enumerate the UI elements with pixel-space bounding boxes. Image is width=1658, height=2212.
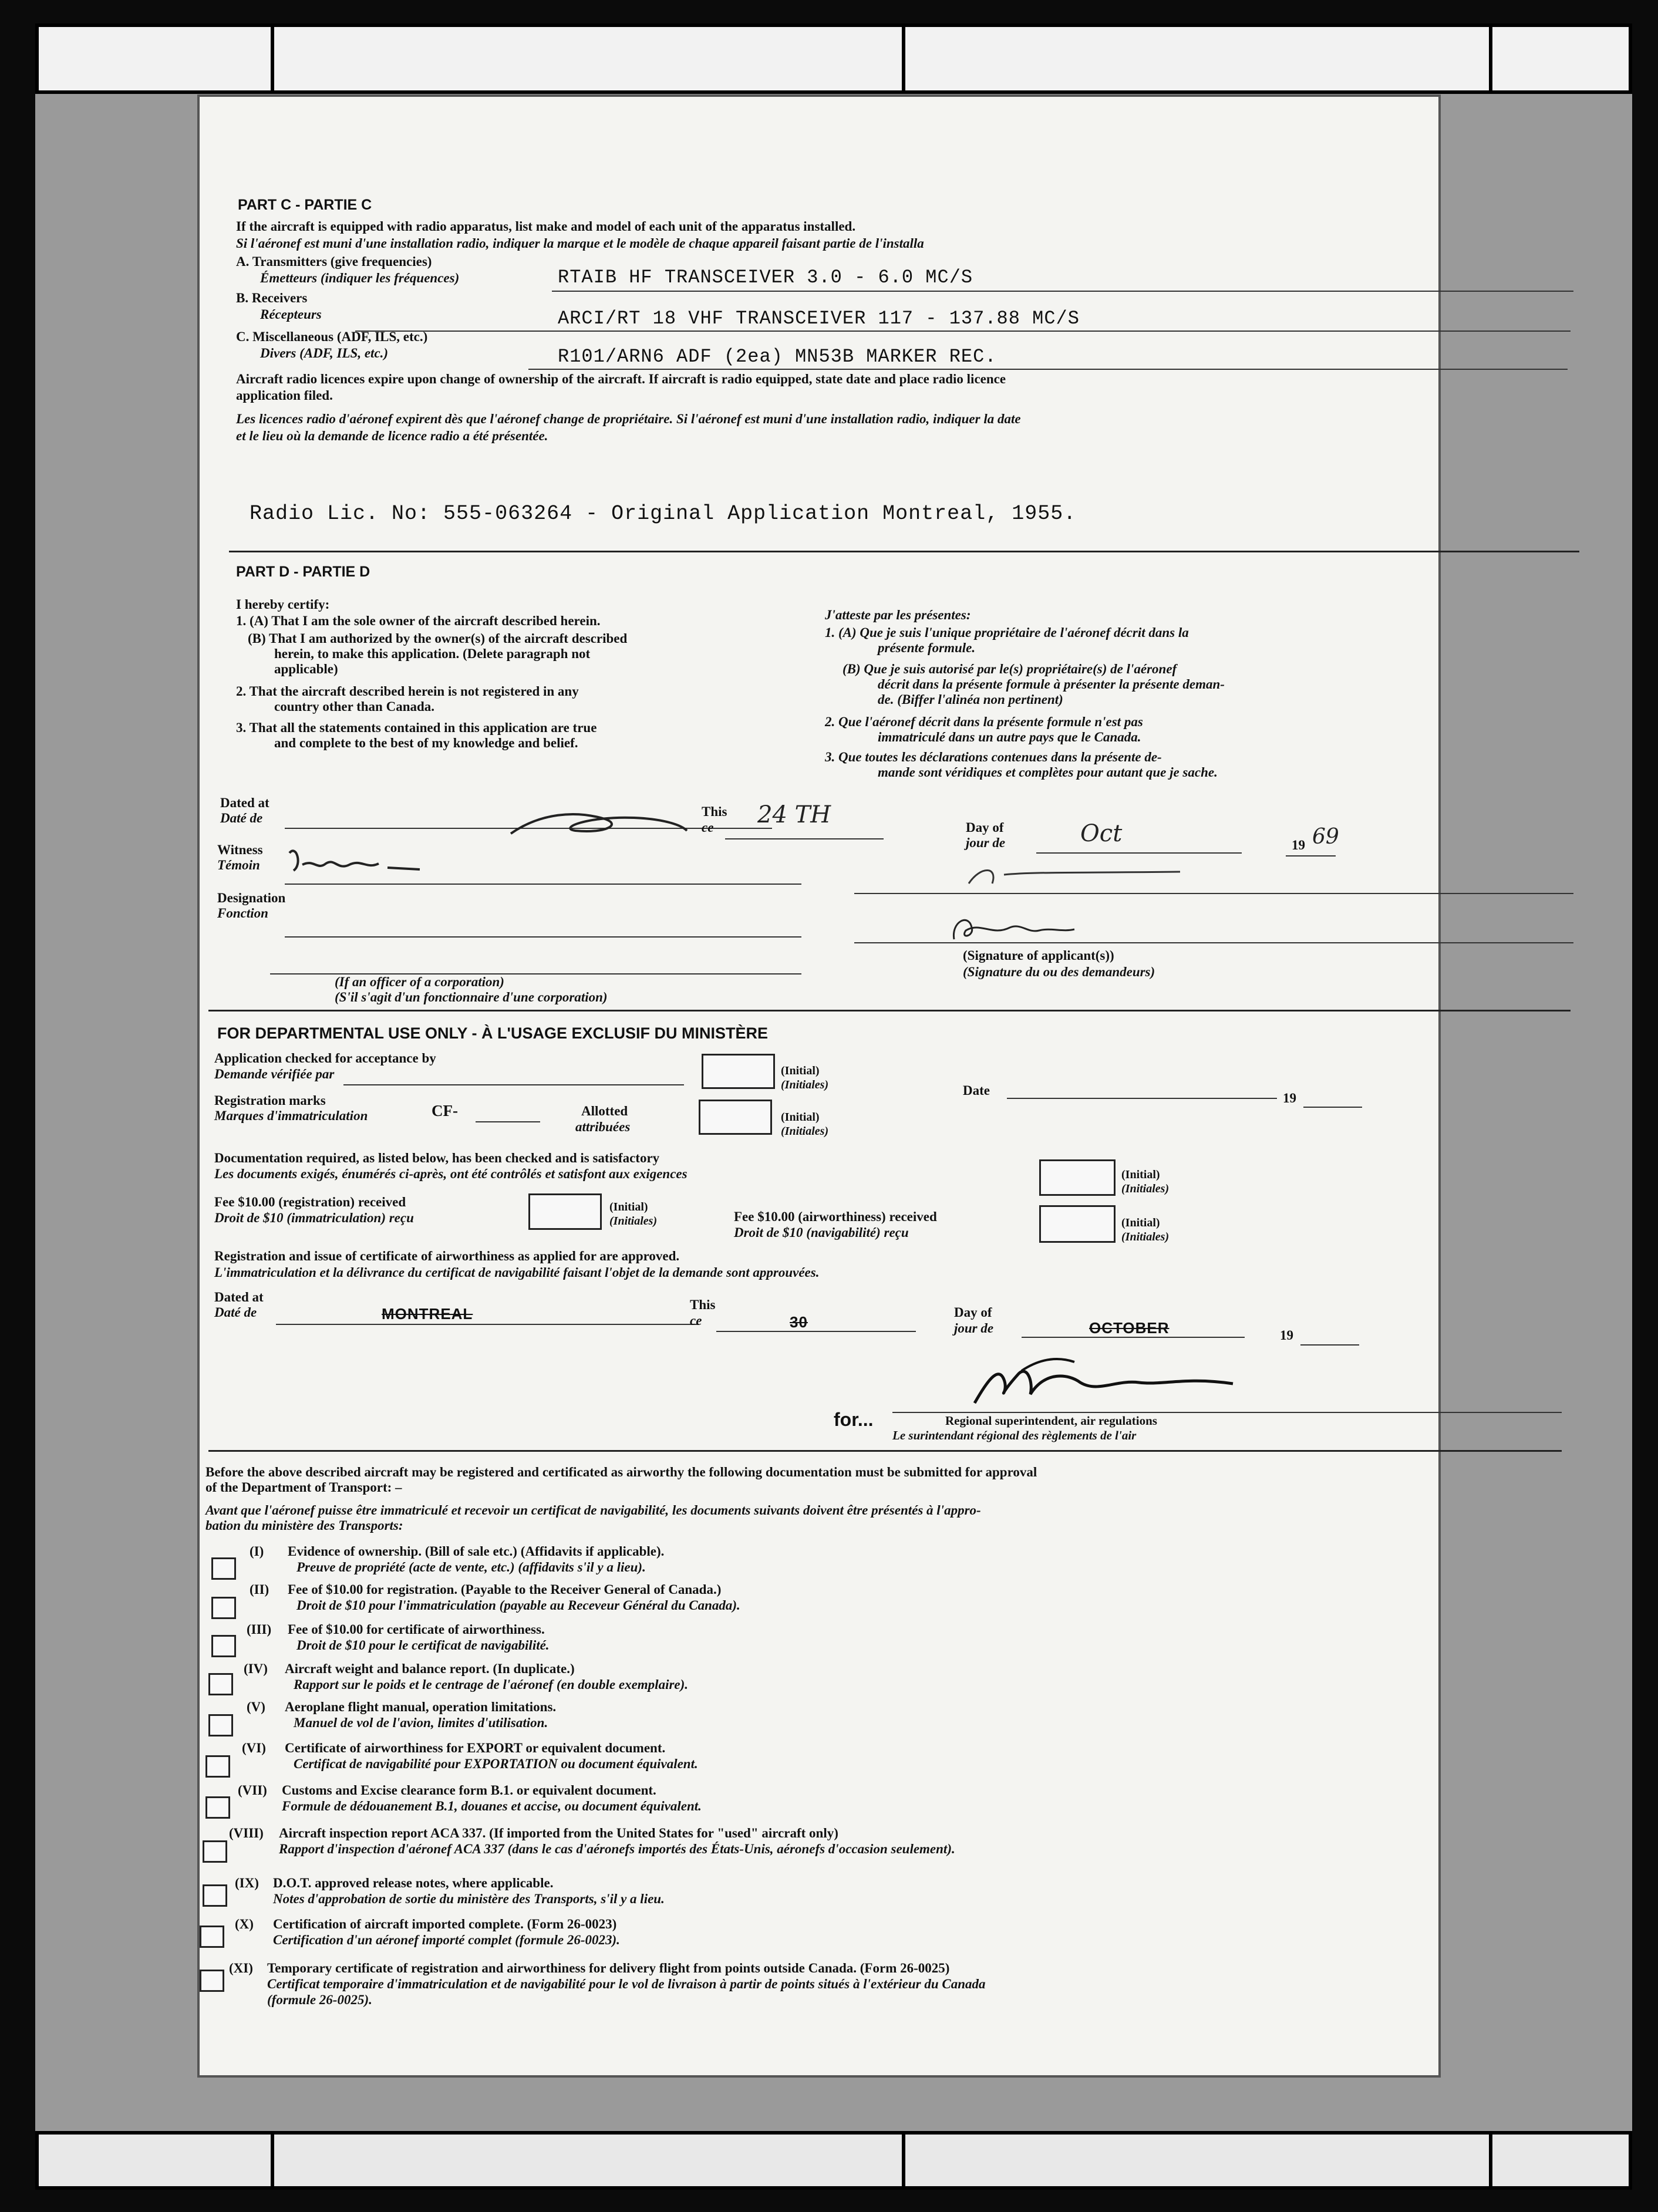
checkbox[interactable] (211, 1557, 236, 1580)
dept-heading: FOR DEPARTMENTAL USE ONLY - À L'USAGE EXCLUSIF DU MINISTÈRE (217, 1024, 768, 1042)
item-text-fr: Notes d'approbation de sortie du ministère des Transports, s'il y a lieu. (273, 1891, 665, 1906)
year-line (1286, 855, 1336, 857)
this-line (725, 838, 884, 839)
film-strip-top (35, 23, 1632, 94)
dated-at-fr: Daté de (220, 811, 263, 825)
approved-en: Registration and issue of certificate of airworthiness as applied for are approved. (214, 1249, 680, 1263)
allotted-fr: attribuées (575, 1120, 631, 1134)
transmitters-line (552, 291, 1573, 292)
doc-required-fr: Les documents exigés, énumérés ci-après, ont été contrôlés et satisfont aux exigences (214, 1166, 688, 1181)
fee-air-fr: Droit de $10 (navigabilité) reçu (734, 1225, 909, 1240)
dept-month-value: OCTOBER (1089, 1319, 1170, 1337)
radio-note-en-2: application filed. (236, 388, 333, 403)
receivers-value: ARCI/RT 18 VHF TRANSCEIVER 117 - 137.88 MC/S (558, 308, 1080, 329)
cert-en-3-2: and complete to the best of my knowledge and belief. (274, 736, 578, 750)
checkbox[interactable] (211, 1597, 236, 1619)
initial-label-4: (Initial) (609, 1201, 648, 1213)
officer-en: (If an officer of a corporation) (335, 975, 504, 989)
dept-day-of-en: Day of (954, 1305, 992, 1320)
item-number: (I) (250, 1544, 264, 1559)
item-text-en: D.O.T. approved release notes, where applicable. (273, 1876, 554, 1890)
witness-en: Witness (217, 842, 263, 857)
app-checked-fr: Demande vérifiée par (214, 1067, 335, 1081)
radio-note-en-1: Aircraft radio licences expire upon change of ownership of the aircraft. If aircraft is radio equipped, state date and place radio licence (236, 372, 1006, 386)
item-text-fr: Droit de $10 pour le certificat de navigabilité. (296, 1638, 550, 1653)
item-number: (VII) (238, 1783, 267, 1798)
item-text-en: Aircraft inspection report ACA 337. (If imported from the United States for "used" aircraft only) (279, 1826, 838, 1840)
witness-fr: Témoin (217, 858, 260, 872)
initiales-label-4: (Initiales) (609, 1215, 658, 1228)
approved-fr: L'immatriculation et la délivrance du certificat de navigabilité faisant l'objet de la demande sont approuvées. (214, 1265, 820, 1280)
item-text-fr: Droit de $10 pour l'immatriculation (payable au Receveur Général du Canada). (296, 1598, 740, 1613)
doc-required-initial-box[interactable] (1039, 1159, 1116, 1196)
dept-year-line (1300, 1344, 1359, 1346)
reg-marks-fr: Marques d'immatriculation (214, 1108, 368, 1123)
item-number: (X) (235, 1917, 254, 1931)
date-line (1007, 1098, 1277, 1099)
cert-en-2-2: country other than Canada. (274, 699, 435, 714)
cert-en-1b-1: (B) That I am authorized by the owner(s) of the aircraft described (248, 631, 628, 646)
form-page (200, 97, 1438, 2075)
dated-at-signature (505, 807, 693, 848)
date-label: Date (963, 1083, 990, 1098)
fee-reg-en: Fee $10.00 (registration) received (214, 1195, 406, 1209)
item-text-en: Aeroplane flight manual, operation limitations. (285, 1700, 557, 1714)
misc-label-en: C. Miscellaneous (ADF, ILS, etc.) (236, 329, 428, 344)
radio-note-fr-1: Les licences radio d'aéronef expirent dès que l'aéronef change de propriétaire. Si l'aéronef est muni d'une installation radio, indiquer la date (236, 412, 1021, 426)
divider-dept (208, 1010, 1571, 1011)
cert-fr-1b-2: décrit dans la présente formule à présenter la présente deman- (878, 677, 1225, 692)
cert-fr-2-1: 2. Que l'aéronef décrit dans la présente formule n'est pas (825, 714, 1143, 729)
cert-en-1a: 1. (A) That I am the sole owner of the aircraft described herein. (236, 613, 601, 628)
cert-en-1b-3: applicable) (274, 662, 338, 676)
superintendent-en: Regional superintendent, air regulations (945, 1414, 1157, 1428)
reg-marks-en: Registration marks (214, 1093, 326, 1108)
item-text-fr: Certificat temporaire d'immatriculation et de navigabilité pour le vol de livraison à partir de points situés à l'extérieur du Canada (267, 1977, 986, 1991)
for-label: for... (834, 1409, 874, 1430)
cf-prefix: CF- (432, 1102, 458, 1120)
date-year-prefix: 19 (1283, 1091, 1296, 1105)
designation-en: Designation (217, 891, 286, 905)
day-of-fr: jour de (966, 835, 1006, 850)
item-number: (IX) (235, 1876, 259, 1890)
app-checked-en: Application checked for acceptance by (214, 1051, 436, 1065)
app-checked-initial-box[interactable] (702, 1054, 775, 1089)
item-number: (VI) (242, 1741, 266, 1755)
dept-this-line (716, 1331, 916, 1332)
transmitters-label-en: A. Transmitters (give frequencies) (236, 254, 432, 269)
radio-licence-number: Radio Lic. No: 555-063264 - Original Application Montreal, 1955. (250, 502, 1077, 525)
cert-fr-1b-1: (B) Que je suis autorisé par le(s) propriétaire(s) de l'aéronef (843, 662, 1177, 676)
item-number: (IV) (244, 1661, 268, 1676)
item-text-en: Certification of aircraft imported complete. (Form 26-0023) (273, 1917, 617, 1931)
dept-day-value: 30 (790, 1313, 808, 1331)
checkbox[interactable] (200, 1926, 224, 1948)
part-d-heading: PART D - PARTIE D (236, 564, 370, 580)
cert-fr-1b-3: de. (Biffer l'alinéa non pertinent) (878, 692, 1063, 707)
designation-line (285, 936, 801, 938)
superintendent-signature (963, 1347, 1245, 1412)
superintendent-line (892, 1412, 1562, 1413)
item-text-en: Aircraft weight and balance report. (In duplicate.) (285, 1661, 575, 1676)
film-strip-bottom (35, 2131, 1632, 2190)
fee-reg-fr: Droit de $10 (immatriculation) reçu (214, 1210, 414, 1225)
item-number: (VIII) (229, 1826, 264, 1840)
receivers-label-fr: Récepteurs (260, 307, 322, 322)
checkbox[interactable] (203, 1884, 227, 1907)
checkbox[interactable] (211, 1635, 236, 1657)
doc-required-en: Documentation required, as listed below, has been checked and is satisfactory (214, 1151, 660, 1165)
item-text-fr: Rapport sur le poids et le centrage de l'aéronef (en double exemplaire). (294, 1677, 689, 1692)
initial-label-3: (Initial) (1121, 1168, 1160, 1181)
transmitters-value: RTAIB HF TRANSCEIVER 3.0 - 6.0 MC/S (558, 267, 973, 288)
before-line-1: Before the above described aircraft may be registered and certificated as airworthy the following documentation must be submitted for approval (205, 1465, 1037, 1479)
applicant-signature-2 (945, 910, 1080, 945)
initiales-label-3: (Initiales) (1121, 1182, 1170, 1195)
certify-fr: J'atteste par les présentes: (825, 608, 971, 622)
witness-line (285, 884, 801, 885)
part-c-intro-en: If the aircraft is equipped with radio apparatus, list make and model of each unit of the apparatus installed. (236, 219, 856, 234)
item-text-en: Temporary certificate of registration and airworthiness for delivery flight from points outside Canada. (Form 26-0025) (267, 1961, 950, 1975)
item-text-en: Fee of $10.00 for certificate of airworthiness. (288, 1622, 545, 1637)
this-en: This (702, 804, 727, 819)
item-number: (III) (247, 1622, 272, 1637)
dept-dated-at-en: Dated at (214, 1290, 264, 1304)
item-text-en: Evidence of ownership. (Bill of sale etc.) (Affidavits if applicable). (288, 1544, 665, 1559)
transmitters-label-fr: Émetteurs (indiquer les fréquences) (260, 271, 460, 285)
year-value: 69 (1312, 825, 1339, 849)
reg-marks-line (476, 1121, 540, 1122)
divider-documents (208, 1450, 1562, 1452)
officer-fr: (S'il s'agit d'un fonctionnaire d'une corporation) (335, 990, 608, 1004)
app-checked-line (343, 1084, 684, 1085)
receivers-line (355, 331, 1571, 332)
checkbox[interactable] (200, 1970, 224, 1992)
dept-place-value: MONTREAL (382, 1305, 473, 1323)
superintendent-fr: Le surintendant régional des règlements de l'air (892, 1428, 1137, 1442)
item-text-fr: Certificat de navigabilité pour EXPORTATION ou document équivalent. (294, 1756, 698, 1771)
item-text-fr-2: (formule 26-0025). (267, 1992, 372, 2007)
item-text-fr: Manuel de vol de l'avion, limites d'utilisation. (294, 1715, 548, 1730)
item-text-fr: Certification d'un aéronef importé complet (formule 26-0023). (273, 1933, 620, 1947)
cert-fr-2-2: immatriculé dans un autre pays que le Canada. (878, 730, 1141, 744)
year-prefix: 19 (1292, 838, 1305, 852)
fee-air-en: Fee $10.00 (airworthiness) received (734, 1209, 937, 1224)
checkbox[interactable] (203, 1840, 227, 1863)
before-line-3: Avant que l'aéronef puisse être immatriculé et recevoir un certificat de navigabilité, les documents suivants doivent être présentés à l'appro- (205, 1503, 981, 1518)
part-c-intro-fr: Si l'aéronef est muni d'une installation radio, indiquer la marque et le modèle de chaque appareil faisant partie de l'installa (236, 236, 924, 251)
item-number: (V) (247, 1700, 265, 1714)
dept-day-of-fr: jour de (954, 1321, 994, 1336)
signature-label-fr: (Signature du ou des demandeurs) (963, 965, 1155, 979)
fee-reg-initial-box[interactable] (528, 1193, 602, 1230)
certify-en: I hereby certify: (236, 597, 330, 612)
initiales-label-1: (Initiales) (781, 1078, 829, 1091)
allotted-en: Allotted (581, 1104, 628, 1118)
day-value: 24 TH (757, 801, 831, 828)
witness-signature (285, 841, 426, 882)
item-text-fr: Preuve de propriété (acte de vente, etc.) (affidavits s'il y a lieu). (296, 1560, 646, 1574)
applicant-line-1 (854, 893, 1573, 894)
divider-part-d (229, 551, 1579, 552)
item-text-en: Customs and Excise clearance form B.1. or equivalent document. (282, 1783, 656, 1798)
fee-air-initial-box[interactable] (1039, 1205, 1116, 1243)
initial-label-2: (Initial) (781, 1111, 820, 1124)
cert-fr-1a-2: présente formule. (878, 640, 976, 655)
misc-value: R101/ARN6 ADF (2ea) MN53B MARKER REC. (558, 346, 997, 367)
item-number: (XI) (229, 1961, 253, 1975)
dept-this-en: This (690, 1297, 716, 1312)
this-fr: ce (702, 820, 714, 835)
item-text-en: Fee of $10.00 for registration. (Payable to the Receiver General of Canada.) (288, 1582, 722, 1597)
date-year-line (1303, 1107, 1362, 1108)
misc-label-fr: Divers (ADF, ILS, etc.) (260, 346, 389, 360)
day-of-line (1036, 852, 1242, 854)
day-of-en: Day of (966, 820, 1004, 835)
item-text-fr: Rapport d'inspection d'aéronef ACA 337 (dans le cas d'aéronefs importés des États-Unis, aéronefs d'occasion seulement). (279, 1842, 955, 1856)
cert-en-3-1: 3. That all the statements contained in this application are true (236, 720, 597, 735)
dated-at-en: Dated at (220, 795, 269, 810)
designation-fr: Fonction (217, 906, 268, 920)
signature-label-en: (Signature of applicant(s)) (963, 948, 1114, 963)
initial-label-1: (Initial) (781, 1064, 820, 1077)
item-number: (II) (250, 1582, 269, 1597)
initial-label-5: (Initial) (1121, 1216, 1160, 1229)
cert-fr-3-1: 3. Que toutes les déclarations contenues dans la présente de- (825, 750, 1162, 764)
dept-year-prefix: 19 (1280, 1328, 1293, 1343)
checkbox[interactable] (208, 1714, 233, 1736)
cert-en-1b-2: herein, to make this application. (Delete paragraph not (274, 646, 591, 661)
dept-this-fr: ce (690, 1313, 702, 1328)
checkbox[interactable] (208, 1673, 233, 1695)
cert-fr-1a-1: 1. (A) Que je suis l'unique propriétaire de l'aéronef décrit dans la (825, 625, 1189, 640)
item-text-en: Certificate of airworthiness for EXPORT or equivalent document. (285, 1741, 666, 1755)
initiales-label-5: (Initiales) (1121, 1230, 1170, 1243)
month-value: Oct (1080, 820, 1123, 847)
dept-dated-at-fr: Daté de (214, 1305, 257, 1320)
checkbox[interactable] (205, 1755, 230, 1778)
radio-note-fr-2: et le lieu où la demande de licence radio a été présentée. (236, 429, 548, 443)
cert-en-2-1: 2. That the aircraft described herein is not registered in any (236, 684, 579, 699)
before-line-2: of the Department of Transport: – (205, 1480, 402, 1495)
misc-line (528, 369, 1568, 370)
checkbox[interactable] (205, 1796, 230, 1819)
item-text-fr: Formule de dédouanement B.1, douanes et accise, ou document équivalent. (282, 1799, 702, 1813)
dept-dated-at-line (276, 1324, 699, 1325)
allotted-initial-box[interactable] (699, 1100, 772, 1135)
receivers-label-en: B. Receivers (236, 291, 308, 305)
part-c-heading: PART C - PARTIE C (238, 197, 372, 213)
before-line-4: bation du ministère des Transports: (205, 1518, 403, 1533)
applicant-signature-1 (963, 860, 1186, 892)
initiales-label-2: (Initiales) (781, 1125, 829, 1138)
cert-fr-3-2: mande sont véridiques et complètes pour autant que je sache. (878, 765, 1218, 780)
